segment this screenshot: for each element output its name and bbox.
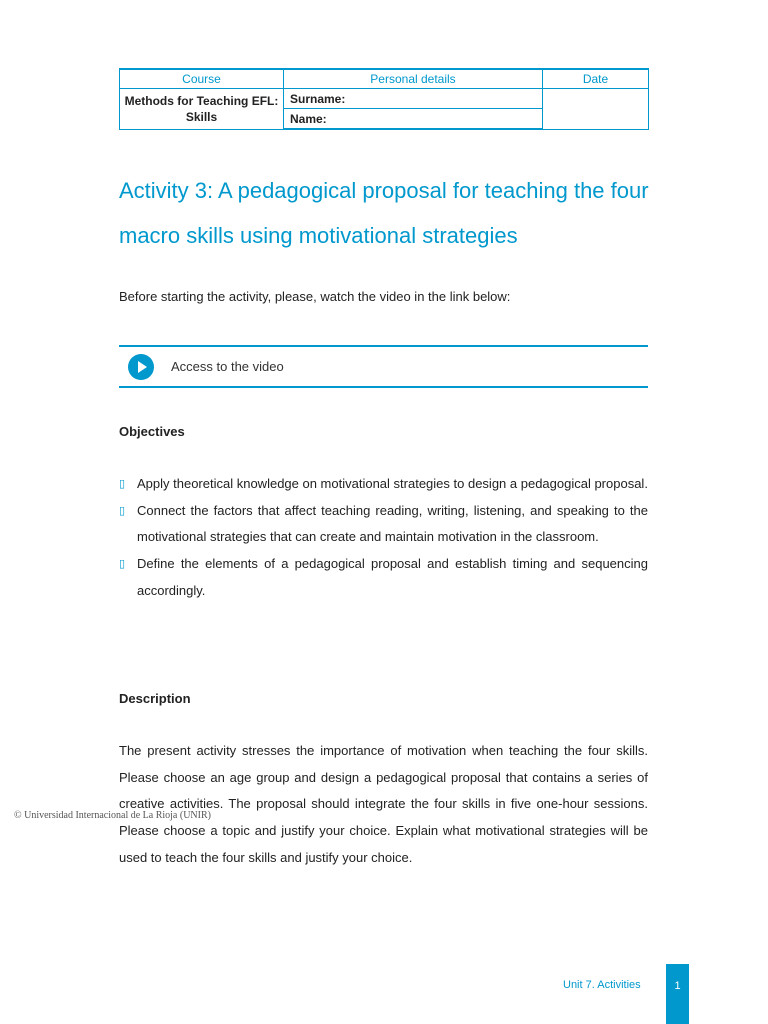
video-link-label[interactable]: Access to the video bbox=[171, 359, 284, 374]
objectives-list bbox=[119, 471, 648, 605]
list-item bbox=[119, 471, 648, 498]
list-item bbox=[119, 551, 648, 604]
name-field[interactable]: Name: bbox=[284, 109, 543, 130]
bullet-icon: ▯ bbox=[119, 504, 126, 517]
personal-details-column-header: Personal details bbox=[284, 69, 543, 89]
list-item bbox=[119, 498, 648, 551]
date-field[interactable] bbox=[543, 89, 649, 130]
date-column-header: Date bbox=[543, 69, 649, 89]
description-heading: Description bbox=[119, 691, 191, 706]
intro-text: Before starting the activity, please, watch the video in the link below: bbox=[119, 289, 511, 304]
course-value: Methods for Teaching EFL: Skills bbox=[120, 89, 284, 130]
course-column-header: Course bbox=[120, 69, 284, 89]
objective-text: Apply theoretical knowledge on motivational strategies to design a pedagogical proposal. bbox=[137, 476, 648, 491]
video-link[interactable] bbox=[119, 345, 648, 388]
copyright-credit: © Universidad Internacional de La Rioja (UNIR) bbox=[14, 810, 211, 821]
description-text: The present activity stresses the importance of motivation when teaching the four skills. Please choose an age group and design a pedagogical proposal that contains a series of creative activities. The proposal should integrate the four skills in five one-hour sessions. Please choose a topic and justify your choice. Explain what motivational strategies will be used to teach the four skills and justify your choice. bbox=[119, 743, 648, 865]
objectives-heading: Objectives bbox=[119, 424, 185, 439]
page-number: 1 bbox=[666, 964, 689, 1024]
bullet-icon: ▯ bbox=[119, 558, 126, 571]
footer-unit-label: Unit 7. Activities bbox=[563, 979, 641, 991]
activity-title: Activity 3: A pedagogical proposal for teaching the four macro skills using motivational strategies bbox=[119, 178, 649, 248]
header-table bbox=[119, 68, 649, 130]
play-icon[interactable] bbox=[128, 354, 154, 380]
objective-text: Connect the factors that affect teaching reading, writing, listening, and speaking to the motivational strategies that can create and maintain motivation in the classroom. bbox=[137, 502, 648, 545]
objective-text: Define the elements of a pedagogical proposal and establish timing and sequencing accordingly. bbox=[137, 556, 648, 598]
bullet-icon: ▯ bbox=[119, 478, 126, 490]
surname-field[interactable]: Surname: bbox=[284, 89, 543, 109]
